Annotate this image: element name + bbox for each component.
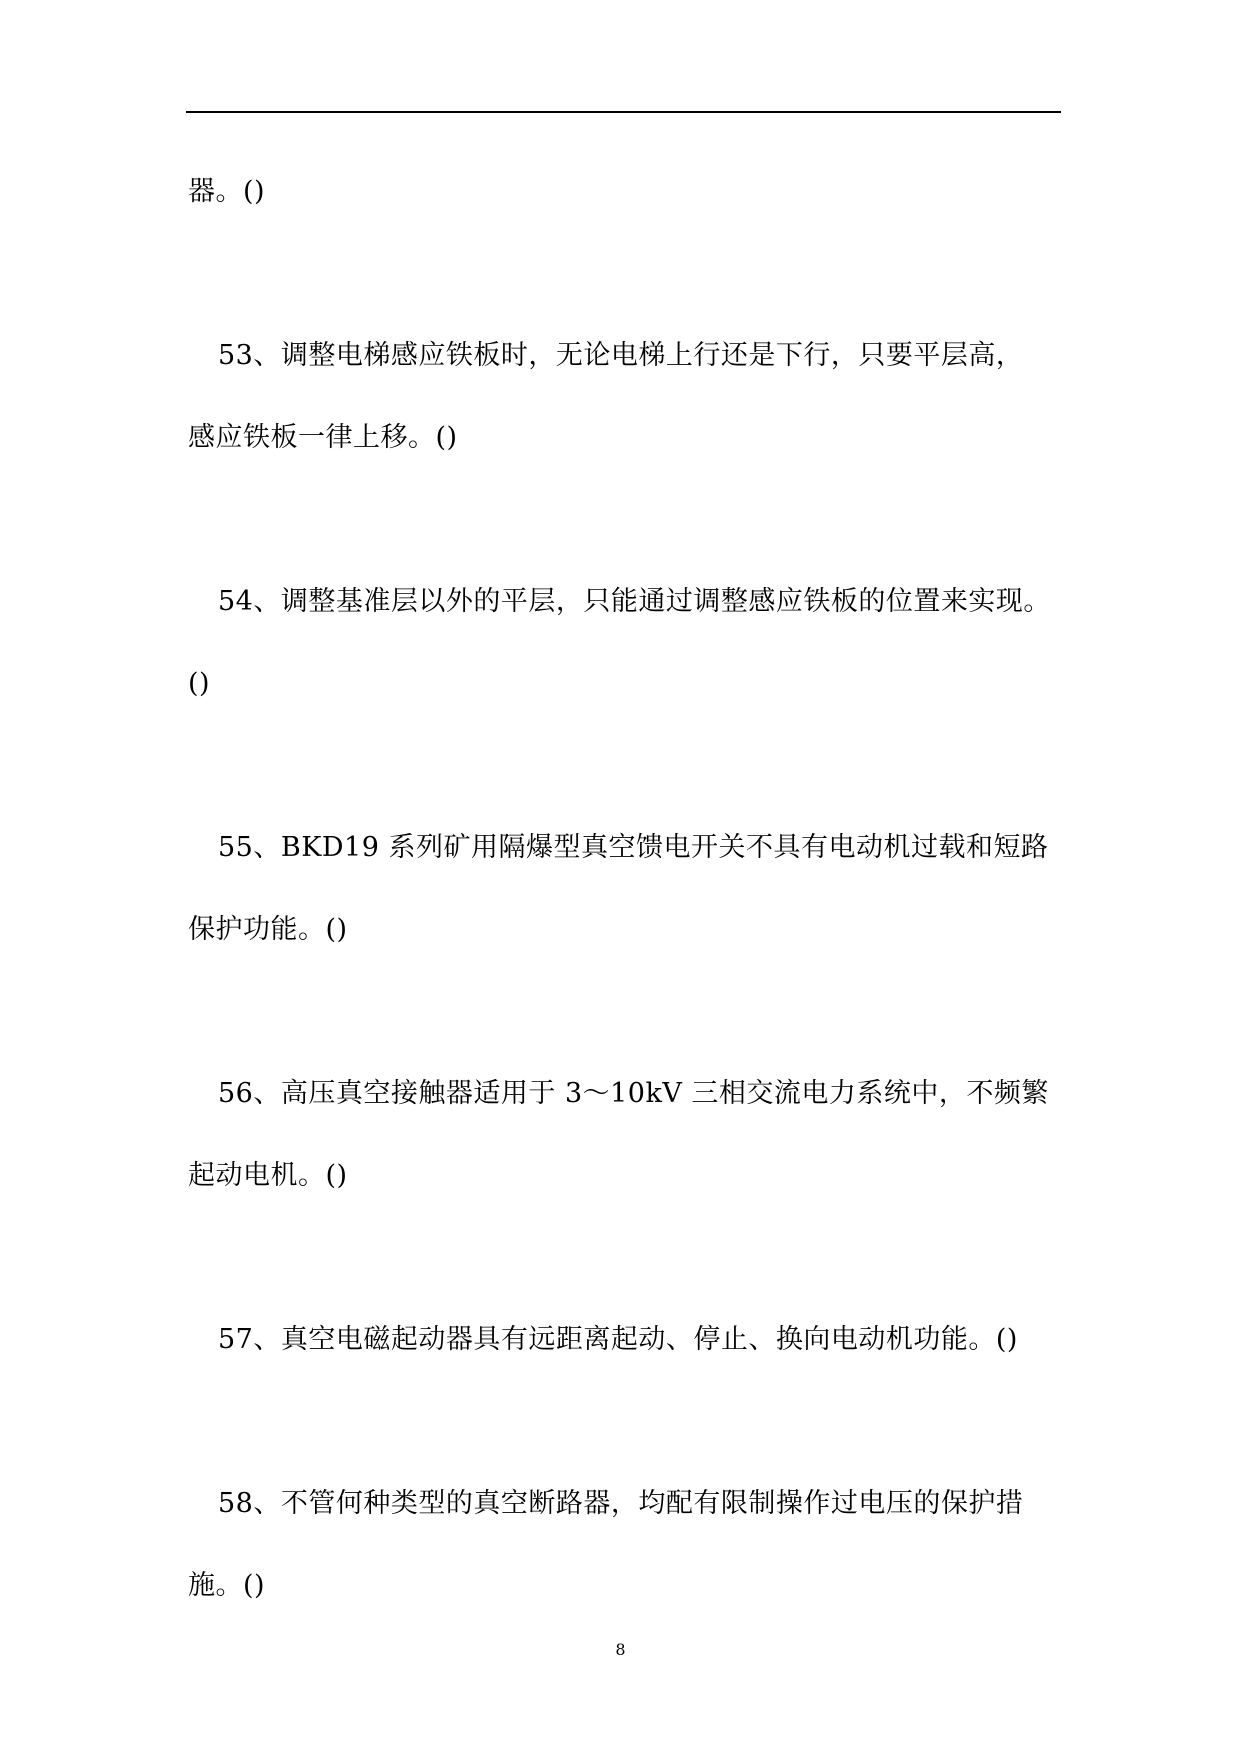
question-58-line-2: 施。(): [188, 1570, 266, 1601]
question-55-line-1: 55、BKD19 系列矿用隔爆型真空馈电开关不具有电动机过载和短路: [218, 832, 1049, 863]
question-57-line-1: 57、真空电磁起动器具有远距离起动、停止、换向电动机功能。(): [218, 1324, 1018, 1355]
text-line-continuation: 器。(): [188, 176, 266, 207]
question-53-line-2: 感应铁板一律上移。(): [188, 422, 458, 453]
header-rule: [186, 111, 1061, 113]
page-number: 8: [615, 1640, 626, 1659]
question-53-line-1: 53、调整电梯感应铁板时，无论电梯上行还是下行，只要平层高，: [218, 340, 1024, 371]
question-58-line-1: 58、不管何种类型的真空断路器，均配有限制操作过电压的保护措: [218, 1488, 1024, 1519]
question-56-line-2: 起动电机。(): [188, 1160, 348, 1191]
question-55-line-2: 保护功能。(): [188, 914, 348, 945]
question-54-line-2: (): [188, 668, 211, 699]
question-54-line-1: 54、调整基准层以外的平层，只能通过调整感应铁板的位置来实现。: [218, 586, 1051, 617]
question-56-line-1: 56、高压真空接触器适用于 3～10kV 三相交流电力系统中，不频繁: [218, 1078, 1049, 1109]
